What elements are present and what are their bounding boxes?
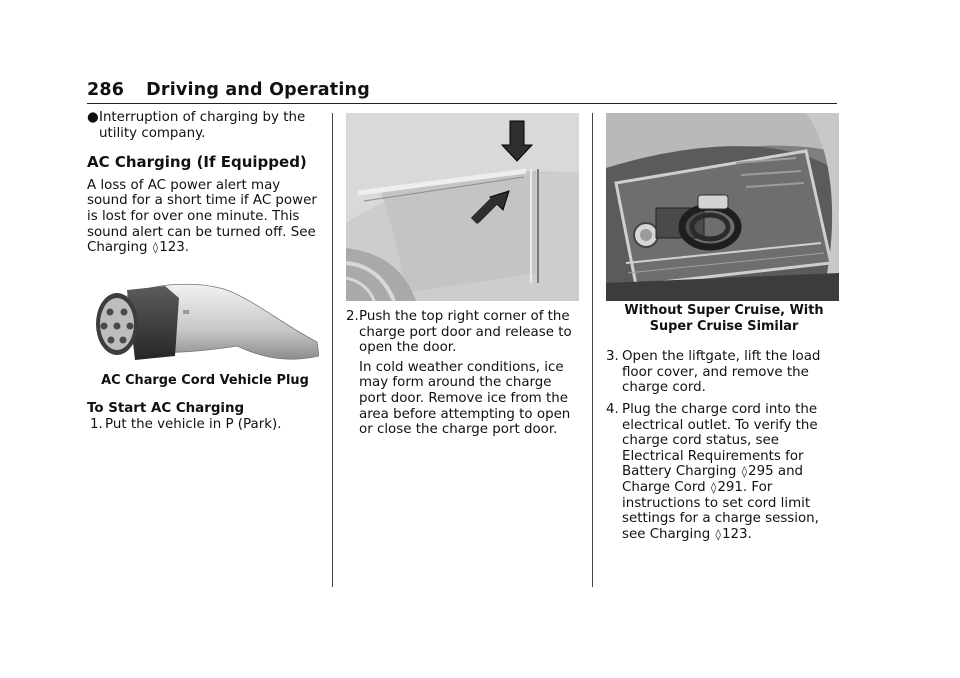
column-2 bbox=[346, 309, 582, 438]
page-title: Driving and Operating bbox=[146, 80, 370, 100]
cross-reference-icon: ◊ bbox=[710, 480, 717, 494]
step-4-ref-c[interactable]: 123. bbox=[721, 526, 752, 542]
step-4 bbox=[606, 402, 842, 542]
header-rule bbox=[87, 103, 837, 104]
step-4-text-b: Charge Cord bbox=[622, 479, 706, 495]
intro-text: A loss of AC power alert may sound for a short time if AC power is lost for over one minute. This sound alert can be turned off. See Charging bbox=[87, 177, 317, 256]
page-header bbox=[87, 80, 370, 100]
page-number: 286 bbox=[87, 80, 125, 100]
column-1 bbox=[87, 110, 323, 256]
column-3 bbox=[606, 303, 842, 542]
subheading-start-ac-charging: To Start AC Charging bbox=[87, 400, 245, 416]
step-number: 1. bbox=[90, 417, 103, 433]
column-1-lower bbox=[87, 373, 323, 433]
step-text bbox=[622, 402, 842, 542]
step-number: 2. bbox=[346, 309, 359, 324]
column-divider-2 bbox=[592, 113, 593, 587]
step-4-ref-b[interactable]: 291. For instructions to set cord limit settings for a charge session, see Charging bbox=[622, 479, 819, 542]
bullet-item bbox=[87, 110, 323, 141]
plug-image-caption: AC Charge Cord Vehicle Plug bbox=[101, 373, 309, 388]
step-3 bbox=[606, 349, 842, 396]
step-text: Push the top right corner of the charge port door and release to open the door. bbox=[359, 309, 572, 356]
cross-reference-icon: ◊ bbox=[741, 465, 748, 479]
cold-weather-note: In cold weather conditions, ice may form around the charge port door. Remove ice from the area before attempting to open or close the charge port door. bbox=[359, 359, 571, 438]
step-text: Open the liftgate, lift the load floor cover, and remove the charge cord. bbox=[622, 349, 821, 396]
column-divider-1 bbox=[332, 113, 333, 587]
intro-page-ref[interactable]: 123. bbox=[159, 240, 190, 256]
cross-reference-icon: ◊ bbox=[152, 241, 159, 255]
step-number: 3. bbox=[606, 349, 619, 365]
step-4-text-a: Plug the charge cord into the electrical outlet. To verify the charge cord status, see Electrical Requirements for Battery Charging bbox=[622, 401, 818, 480]
step-text: Put the vehicle in P (Park). bbox=[105, 417, 282, 433]
bullet-text: Interruption of charging by the utility company. bbox=[99, 110, 306, 141]
cargo-area-image bbox=[606, 113, 839, 301]
section-heading: AC Charging (If Equipped) bbox=[87, 153, 307, 172]
cross-reference-icon: ◊ bbox=[715, 527, 721, 541]
step-2 bbox=[346, 309, 582, 356]
step-number: 4. bbox=[606, 401, 619, 417]
charge-port-door-image bbox=[346, 113, 579, 301]
charge-cord-plug-image bbox=[87, 276, 319, 368]
cargo-image-caption: Without Super Cruise, With Super Cruise Similar bbox=[624, 303, 824, 334]
intro-paragraph bbox=[87, 178, 323, 256]
step-1 bbox=[87, 417, 323, 433]
step-4-ref-a[interactable]: 295 and bbox=[748, 464, 804, 480]
bullet-icon: ● bbox=[87, 110, 99, 125]
